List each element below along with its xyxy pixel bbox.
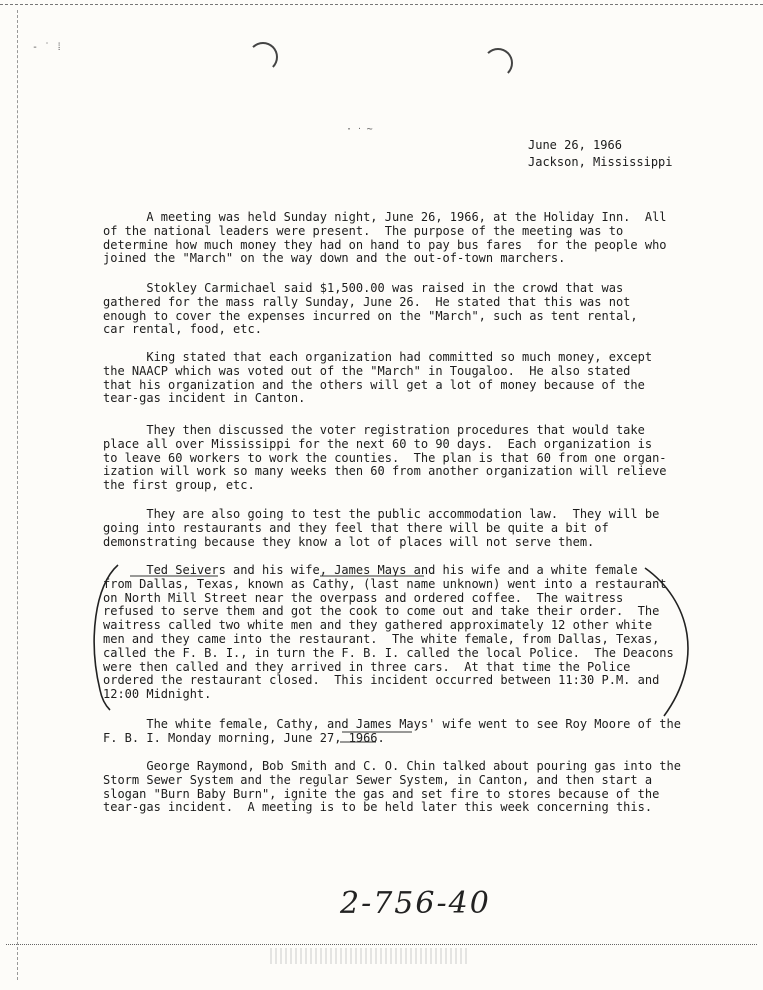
paragraph: They are also going to test the public accommodation law. They will be going into restaurants and they feel that there will be quite a bit of demonstrating because they know a lot of places will not serve them. xyxy=(103,507,660,549)
paragraph: The white female, Cathy, and James Mays' wife went to see Roy Moore of the F. B. I. Monday morning, June 27, 1966. xyxy=(103,717,681,745)
paragraph: King stated that each organization had committed so much money, except the NAACP which was voted out of the "March" in Tougaloo. He also stated that his organization and the others will get a lot of money because of the tear-gas incident in Canton. xyxy=(103,350,653,406)
paragraph: George Raymond, Bob Smith and C. O. Chin talked about pouring gas into the Storm Sewer System and the regular Sewer System, in Canton, and then start a slogan "Burn Baby Burn", ignite the gas and set fire to stores because of the tear-gas incident. A meeting is to be held later this week concerning this. xyxy=(103,759,681,815)
paragraph: Stokley Carmichael said $1,500.00 was raised in the crowd that was gathered for the mass rally Sunday, June 26. He stated that this was not enough to cover the expenses incurred on the "March", such as tent rental, car rental, food, etc. xyxy=(103,281,638,337)
paragraph: Ted Seivers and his wife, James Mays and his wife and a white female from Dallas, Texas, known as Cathy, (last name unknown) went into a restaurant on North Mill Street near the overpass and ordered coffee. The waitress refused to serve them and got the cook to come out and take their order. The waitress called two white men and they gathered approximately 12 other white men and they came into the restaurant. The white female, from Dallas, Texas, called the F. B. I., in turn the F. B. I. called the local Police. The Deacons were then called and they arrived in three cars. At that time the Police ordered the restaurant closed. This incident occurred between 11:30 P.M. and 12:00 Midnight. xyxy=(103,563,674,702)
scan-speck: - ˙ ⁞ xyxy=(32,42,63,53)
paragraph: A meeting was held Sunday night, June 26, 1966, at the Holiday Inn. All of the national leaders were present. The purpose of the meeting was to determine how much money they had on hand to pay bus fares for the people who joined the "March" on the way down and the out-of-town marchers. xyxy=(103,210,667,266)
left-bracket-mark xyxy=(94,565,118,710)
handwritten-file-number: 2-756-40 xyxy=(340,886,491,921)
right-bracket-mark xyxy=(645,568,688,716)
scan-speck: · ᐧ ~ xyxy=(346,124,373,135)
scan-noise xyxy=(270,948,470,964)
paragraph: They then discussed the voter registration procedures that would take place all over Mississippi for the next 60 to 90 days. Each organization is to leave 60 workers to work the counties. The plan is that 60 from one organ- ization will work so many weeks then 60 from another organization will relieve the first group, etc. xyxy=(103,423,667,493)
document-place: Jackson, Mississippi xyxy=(528,155,673,169)
document-date: June 26, 1966 xyxy=(528,138,622,152)
